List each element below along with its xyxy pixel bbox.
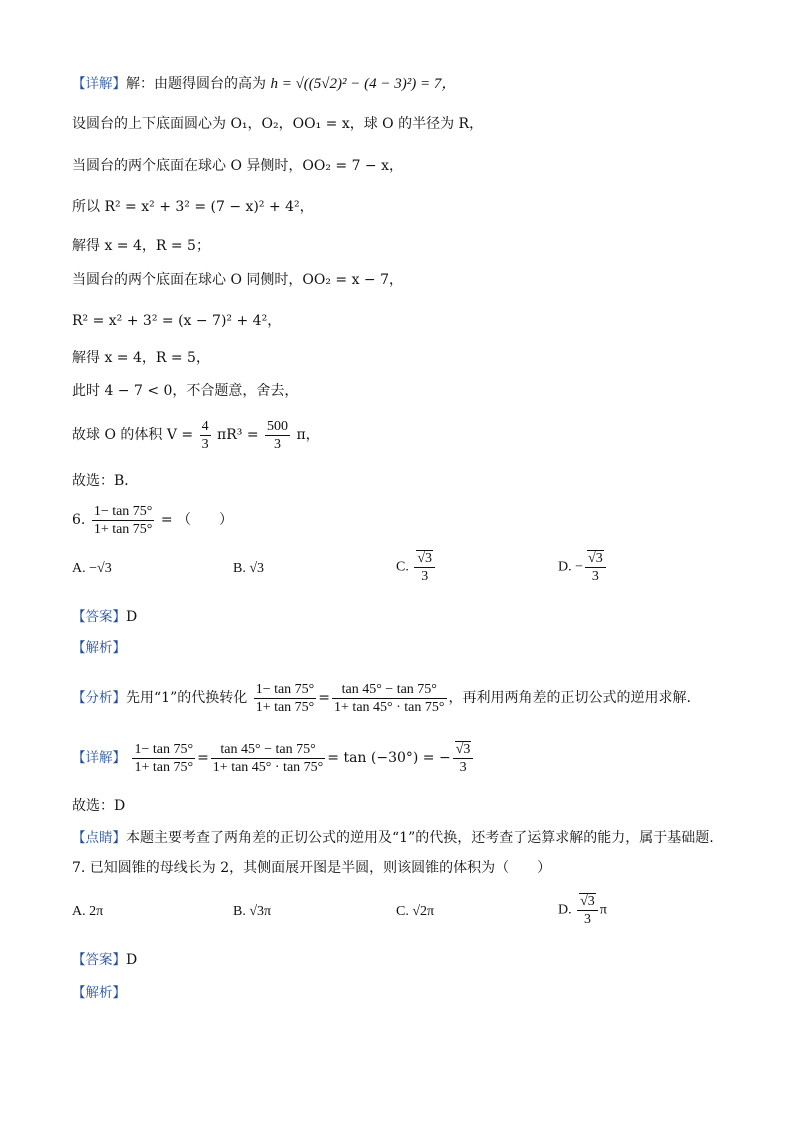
volume-line bbox=[72, 416, 320, 454]
q6-tail: = （ ） bbox=[160, 512, 234, 528]
q7-option-c: C. √2π bbox=[396, 904, 435, 919]
fenxi-fraction-1: $\frac{1- \tan 75^\circ}{1+ \tan 75^\circ}$ bbox=[255, 681, 315, 715]
question-number: 6. bbox=[72, 512, 86, 528]
q7-option-d: D. $\frac{√3}{3}$ π bbox=[558, 894, 607, 927]
answer-value: D bbox=[126, 609, 138, 625]
xiangjie-tag: 【详解】 bbox=[72, 750, 126, 766]
q7-option-a: A. 2π bbox=[72, 904, 104, 919]
xj-fraction-2: $\frac{\tan 45^\circ - \tan 75^\circ}{1+ \tan 45^\circ \cdot \tan 75^\circ}$ bbox=[212, 741, 324, 775]
q6-choose-line: 故选：D bbox=[72, 798, 126, 814]
q6-option-d: D. − $\frac{√3}{3}$ bbox=[558, 550, 608, 585]
fraction-500-3: $\frac{500}{3}$ bbox=[267, 418, 289, 452]
q6-dianjing-line: 【点睛】本题主要考查了两角差的正切公式的逆用及“1”的代换，还考查了运算求解的能力，属于基础题. bbox=[72, 830, 714, 846]
volume-post: π， bbox=[296, 427, 320, 443]
equation-line-1: 所以 R² = x² + 3² = (7 − x)² + 4²， bbox=[72, 199, 314, 215]
fenxi-fraction-2: $\frac{\tan 45^\circ - \tan 75^\circ}{1+ \tan 45^\circ \cdot \tan 75^\circ}$ bbox=[334, 681, 445, 715]
volume-mid: πR³ = bbox=[217, 427, 259, 443]
setup-line: 设圆台的上下底面圆心为 O₁，O₂，OO₁ = x，球 O 的半径为 R， bbox=[72, 116, 484, 132]
equation-line-2: R² = x² + 3² = (x − 7)² + 4²， bbox=[72, 313, 282, 329]
solve-line-2: 解得 x = 4，R = 5， bbox=[72, 350, 210, 366]
q6-fraction: $\frac{1- \tan 75^\circ}{1+ \tan 75^\circ}$ bbox=[93, 503, 153, 537]
solve-line-1: 解得 x = 4，R = 5； bbox=[72, 238, 210, 254]
choose-b-line: 故选：B． bbox=[72, 473, 139, 489]
fenxi-tag: 【分析】 bbox=[72, 690, 126, 706]
q7-analysis-tag: 【解析】 bbox=[72, 985, 126, 1001]
q7-option-b: B. √3π bbox=[233, 904, 272, 919]
dianjing-tag: 【点睛】 bbox=[72, 830, 126, 846]
xj-fraction-1: $\frac{1- \tan 75^\circ}{1+ \tan 75^\circ}$ bbox=[134, 741, 194, 775]
answer-tag: 【答案】 bbox=[72, 609, 126, 625]
q6-option-c: C. $\frac{√3}{3}$ bbox=[396, 550, 437, 585]
answer-tag: 【答案】 bbox=[72, 952, 126, 968]
q6-analysis-tag: 【解析】 bbox=[72, 640, 126, 656]
xj-fraction-3: $\frac{√3}{3}$ bbox=[453, 741, 474, 776]
q6-option-a: A. −√3 bbox=[72, 561, 112, 576]
height-formula: h = √((5√2)² − (4 − 3)²) = 7， bbox=[270, 76, 457, 92]
detail-text: 解：由题得圆台的高为 bbox=[126, 76, 266, 92]
question-6-stem bbox=[72, 502, 233, 538]
q6-answer-line bbox=[72, 607, 137, 627]
question-7-stem: 7. 已知圆锥的母线长为 2，其侧面展开图是半圆，则该圆锥的体积为（ ） bbox=[72, 860, 552, 876]
detail-line-height bbox=[72, 74, 456, 94]
q6-option-b: B. √3 bbox=[233, 561, 265, 576]
volume-pre: 故球 O 的体积 V = bbox=[72, 427, 194, 443]
q6-fenxi-line: 【分析】先用“1”的代换转化 $\frac{1- \tan 75^\circ}{1+ \tan 75^\circ}$ = $\frac{\tan 45^\circ - \tan 75^\circ}{1+ \tan 45^\circ \cdot \tan 75^\circ}$ ，再利用两角差的正切公式的逆用求解. bbox=[72, 681, 691, 715]
q6-xiangjie-line: 【详解】 $\frac{1- \tan 75^\circ}{1+ \tan 75^\circ}$ = $\frac{\tan 45^\circ - \tan 75^\circ}{1+ \tan 45^\circ \cdot \tan 75^\circ}$ = tan (−30°) = − $\frac{√3}{3}$ bbox=[72, 738, 475, 778]
case-opposite-line: 当圆台的两个底面在球心 O 异侧时，OO₂ = 7 − x， bbox=[72, 158, 404, 174]
reject-line: 此时 4 − 7 < 0，不合题意，舍去， bbox=[72, 383, 299, 399]
fraction-4-3: $\frac{4}{3}$ bbox=[201, 418, 209, 452]
q7-answer-line: 【答案】D bbox=[72, 952, 138, 968]
case-same-line: 当圆台的两个底面在球心 O 同侧时，OO₂ = x − 7， bbox=[72, 272, 404, 288]
detail-tag: 【详解】 bbox=[72, 76, 126, 92]
